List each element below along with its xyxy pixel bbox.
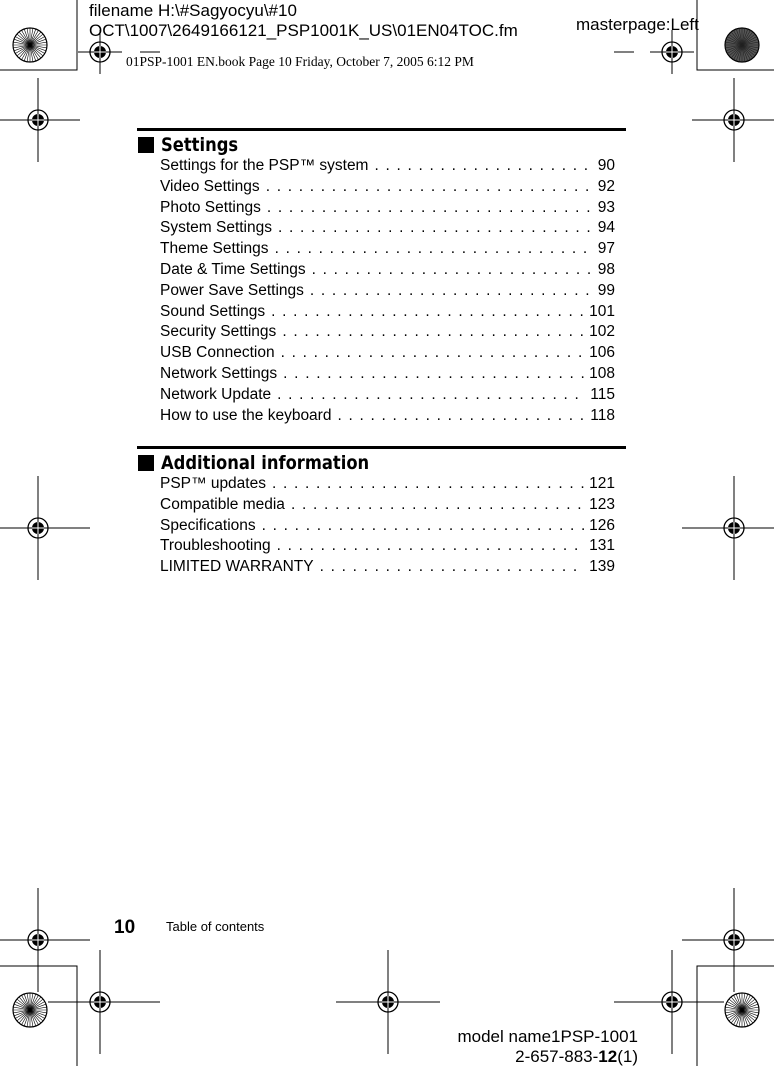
toc-entry-label: Date & Time Settings	[160, 260, 306, 278]
registration-mark-icon	[682, 888, 774, 992]
registration-mark-icon	[0, 476, 90, 580]
dot-leader	[337, 407, 586, 425]
dot-leader	[277, 537, 586, 555]
black-square-bullet-icon	[138, 455, 154, 471]
toc-entry[interactable]	[160, 517, 615, 538]
dot-leader	[283, 365, 585, 383]
toc-entry[interactable]	[160, 219, 615, 240]
toc-entry-label: USB Connection	[160, 344, 275, 362]
toc-entry-page: 90	[597, 157, 615, 174]
toc-entry-label: Settings for the PSP™ system	[160, 157, 369, 174]
toc-entry[interactable]	[160, 496, 615, 517]
calibration-star-icon	[725, 28, 759, 62]
toc-entry-label: System Settings	[160, 219, 272, 237]
dot-leader	[281, 344, 586, 362]
page-number: 10	[114, 917, 136, 938]
toc-entry-label: Specifications	[160, 516, 256, 534]
dot-leader	[267, 199, 594, 217]
dot-leader	[320, 558, 586, 576]
section-heading	[137, 131, 626, 159]
toc-entry-label: How to use the keyboard	[160, 406, 332, 424]
toc-entry[interactable]	[160, 303, 615, 324]
filename-line-2: OCT\1007\2649166121_PSP1001K_US\01EN04TOC.fm	[89, 21, 518, 40]
section-title: Additional information	[161, 451, 370, 474]
toc-entry[interactable]	[160, 240, 615, 261]
toc-entry[interactable]	[160, 558, 615, 579]
dot-leader	[312, 261, 594, 279]
toc-entry-page: 92	[597, 177, 615, 195]
dot-leader	[310, 282, 594, 300]
section-additional-information	[137, 446, 626, 477]
toc-list-additional-information	[160, 475, 615, 579]
dot-leader	[262, 517, 585, 535]
running-head: Table of contents	[166, 919, 265, 934]
toc-entry[interactable]	[160, 407, 615, 428]
toc-entry-page: 118	[590, 406, 615, 424]
registration-mark-icon	[692, 78, 774, 162]
toc-entry-page: 108	[589, 364, 615, 382]
toc-entry[interactable]	[160, 344, 615, 365]
toc-entry[interactable]	[160, 386, 615, 407]
toc-entry-page: 99	[597, 281, 615, 299]
toc-entry[interactable]	[160, 261, 615, 282]
toc-entry-page: 126	[589, 516, 615, 534]
calibration-star-icon	[13, 993, 47, 1027]
toc-entry-page: 101	[589, 302, 615, 320]
book-info-line: 01PSP-1001 EN.book Page 10 Friday, October 7, 2005 6:12 PM	[126, 54, 474, 69]
toc-entry-label: Photo Settings	[160, 198, 261, 216]
toc-entry[interactable]	[160, 475, 615, 496]
part-code-line	[515, 1047, 638, 1066]
registration-mark-icon	[336, 950, 440, 1054]
toc-entry-label: LIMITED WARRANTY	[160, 558, 314, 576]
toc-entry-label: Troubleshooting	[160, 537, 271, 555]
black-square-bullet-icon	[138, 137, 154, 153]
part-code-bold: 12	[598, 1047, 618, 1066]
toc-entry[interactable]	[160, 537, 615, 558]
model-name-line: model name1PSP-1001	[457, 1027, 638, 1046]
dot-leader	[271, 303, 585, 321]
toc-entry-label: Power Save Settings	[160, 281, 304, 299]
dot-leader	[275, 240, 594, 258]
part-code-prefix: 2-657-883-	[515, 1047, 599, 1066]
toc-entry[interactable]	[160, 157, 615, 178]
calibration-star-icon	[13, 28, 47, 62]
toc-entry-label: Security Settings	[160, 323, 277, 341]
toc-entry-page: 94	[597, 219, 615, 237]
section-settings	[137, 128, 626, 159]
registration-mark-icon	[0, 78, 80, 162]
toc-entry-label: Compatible media	[160, 495, 285, 513]
toc-entry[interactable]	[160, 365, 615, 386]
toc-entry[interactable]	[160, 199, 615, 220]
registration-mark-icon	[650, 30, 694, 74]
toc-entry[interactable]	[160, 178, 615, 199]
toc-entry-page: 98	[597, 260, 615, 278]
toc-entry[interactable]	[160, 282, 615, 303]
toc-entry-page: 93	[597, 198, 615, 216]
toc-entry-page: 102	[589, 323, 615, 341]
toc-entry-page: 115	[590, 385, 615, 403]
toc-entry-page: 131	[589, 537, 615, 555]
toc-entry-page: 97	[597, 240, 615, 258]
toc-entry-label: Sound Settings	[160, 302, 266, 320]
toc-entry-page: 123	[589, 495, 615, 513]
registration-mark-icon	[682, 476, 774, 580]
toc-entry-label: PSP™ updates	[160, 475, 266, 492]
toc-entry-label: Network Settings	[160, 364, 278, 382]
toc-entry-page: 106	[589, 344, 615, 362]
section-title: Settings	[161, 133, 239, 156]
toc-entry-label: Theme Settings	[160, 240, 269, 258]
dot-leader	[272, 475, 585, 493]
toc-entry-label: Network Update	[160, 385, 272, 403]
part-code-suffix: (1)	[617, 1047, 638, 1066]
toc-entry-page: 139	[589, 558, 615, 576]
dot-leader	[291, 496, 585, 514]
section-heading	[137, 449, 626, 477]
masterpage-label: masterpage:Left	[576, 15, 699, 34]
dot-leader	[266, 178, 594, 196]
filename-line-1: filename H:\#Sagyocyu\#10	[89, 1, 297, 20]
dot-leader	[374, 157, 593, 175]
calibration-star-icon	[725, 993, 759, 1027]
dot-leader	[277, 386, 586, 404]
toc-entry-label: Video Settings	[160, 177, 260, 195]
toc-list-settings	[160, 157, 615, 427]
dot-leader	[282, 323, 585, 341]
toc-entry-page: 121	[589, 475, 615, 492]
dot-leader	[278, 219, 594, 237]
toc-entry[interactable]	[160, 323, 615, 344]
